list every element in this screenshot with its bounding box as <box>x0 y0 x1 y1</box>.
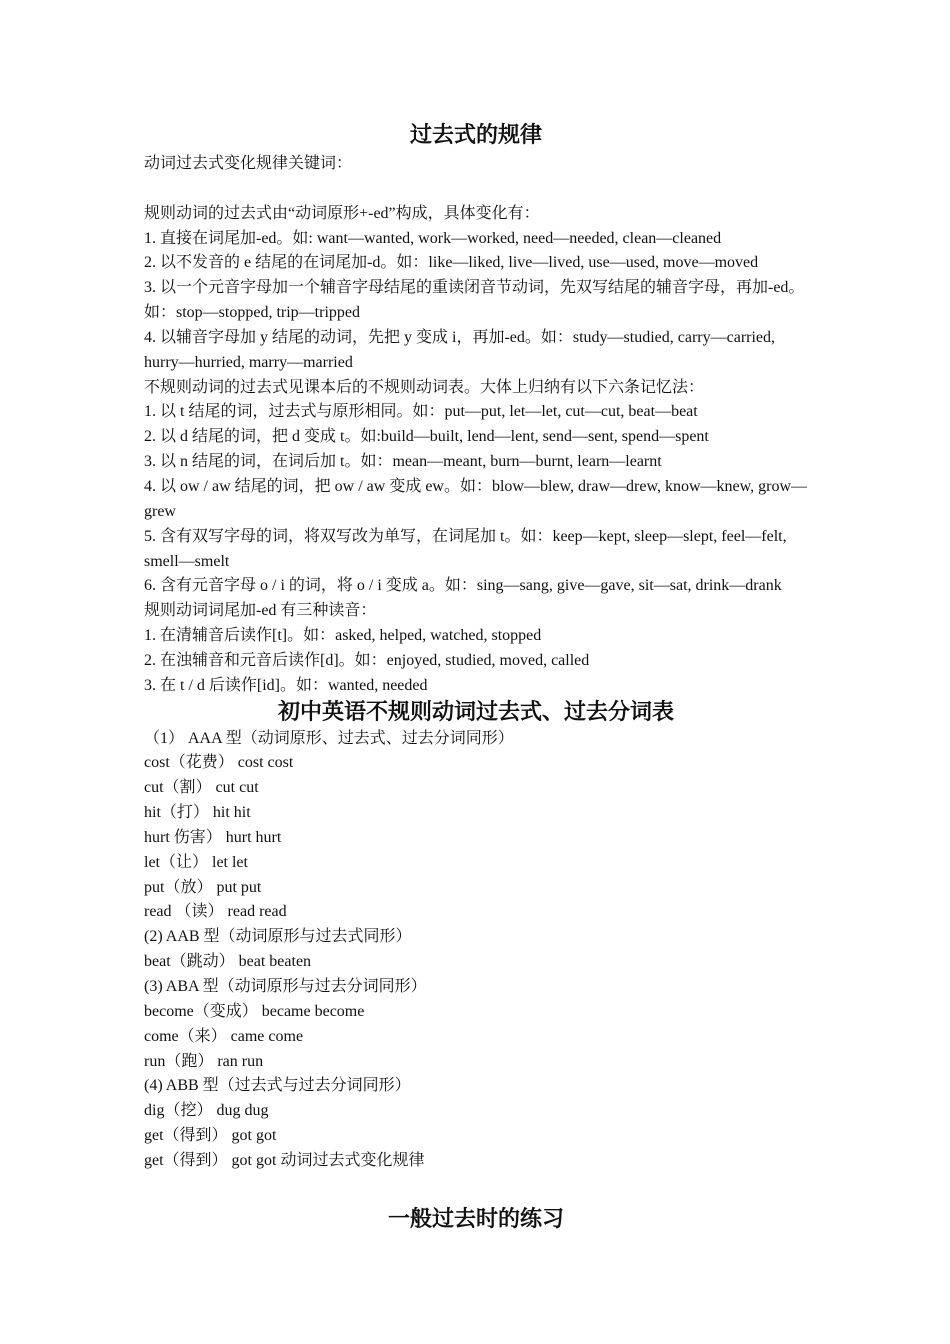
table-line: get（得到） got got 动词过去式变化规律 <box>144 1151 425 1169</box>
table-line: put（放） put put <box>144 878 262 896</box>
irregular-rule-6: 6. 含有元音字母 o / i 的词，将 o / i 变成 a。如：sing—sang, give—gave, sit—sat, drink—drank <box>144 577 782 595</box>
table-line: come（来） came come <box>144 1027 304 1045</box>
regular-heading: 规则动词的过去式由“动词原形+-ed”构成，具体变化有： <box>144 204 540 222</box>
table-line: read （读） read read <box>144 903 287 921</box>
table-line: hurt 伤害） hurt hurt <box>144 828 282 846</box>
table-line: (3) ABA 型（动词原形与过去分词同形） <box>144 978 427 995</box>
irregular-heading: 不规则动词的过去式见课本后的不规则动词表。大体上归纳有以下六条记忆法： <box>144 378 705 396</box>
irregular-rule-1: 1. 以 t 结尾的词，过去式与原形相同。如：put—put, let—let, cut—cut, beat—beat <box>144 403 698 421</box>
regular-rule-3: 3. 以一个元音字母加一个辅音字母结尾的重读闭音节动词，先双写结尾的辅音字母，再加-ed。如：stop—stopped, trip—tripped <box>144 279 805 322</box>
regular-rule-4: 4. 以辅音字母加 y 结尾的动词，先把 y 变成 i，再加-ed。如：study—studied, carry—carried, hurry—hurried, marry—married <box>144 328 776 371</box>
irregular-rule-3: 3. 以 n 结尾的词，在词后加 t。如：mean—meant, burn—burnt, learn—learnt <box>144 453 662 471</box>
table-line: beat（跳动） beat beaten <box>144 953 312 971</box>
pronunciation-rule-3: 3. 在 t / d 后读作[id]。如：wanted, needed <box>144 676 428 694</box>
pronunciation-rule-2: 2. 在浊辅音和元音后读作[d]。如：enjoyed, studied, moved, called <box>144 651 590 669</box>
table-line: let（让） let let <box>144 853 248 871</box>
table-line: get（得到） got got <box>144 1127 277 1145</box>
table-line: run（跑） ran run <box>144 1052 264 1070</box>
pronunciation-heading: 规则动词词尾加-ed 有三种读音： <box>144 602 377 620</box>
title-past-tense-rules: 过去式的规律 <box>409 122 542 147</box>
table-line: hit（打） hit hit <box>144 804 251 822</box>
blank-line <box>144 177 808 202</box>
intro-line: 动词过去式变化规律关键词： <box>144 155 353 172</box>
table-line: (4) ABB 型（过去式与过去分词同形） <box>144 1077 411 1095</box>
irregular-rule-4: 4. 以 ow / aw 结尾的词，把 ow / aw 变成 ew。如：blow—blew, draw—drew, know—knew, grow—grew <box>144 477 808 520</box>
document-page <box>144 118 808 1236</box>
pronunciation-rule-1: 1. 在清辅音后读作[t]。如：asked, helped, watched, stopped <box>144 627 542 645</box>
irregular-rule-2: 2. 以 d 结尾的词，把 d 变成 t。如:build—built, lend—lent, send—sent, spend—spent <box>144 428 709 446</box>
table-line: dig（挖） dug dug <box>144 1102 269 1120</box>
table-line: become（变成） became become <box>144 1002 365 1020</box>
irregular-rule-5: 5. 含有双写字母的词，将双写改为单写，在词尾加 t。如：keep—kept, sleep—slept, feel—felt, smell—smelt <box>144 527 787 570</box>
regular-rule-2: 2. 以不发音的 e 结尾的在词尾加-d。如：like—liked, live—lived, use—used, move—moved <box>144 254 759 272</box>
table-line: cut（割） cut cut <box>144 779 259 797</box>
regular-rule-1: 1. 直接在词尾加-ed。如: want—wanted, work—worked, need—needed, clean—cleaned <box>144 229 722 247</box>
table-line: cost（花费） cost cost <box>144 754 294 772</box>
table-line: （1） AAA 型（动词原形、过去式、过去分词同形） <box>144 729 514 747</box>
title-irregular-verb-table: 初中英语不规则动词过去式、过去分词表 <box>277 698 674 724</box>
table-line: (2) AAB 型（动词原形与过去式同形） <box>144 928 412 946</box>
title-past-tense-practice: 一般过去时的练习 <box>387 1205 564 1231</box>
